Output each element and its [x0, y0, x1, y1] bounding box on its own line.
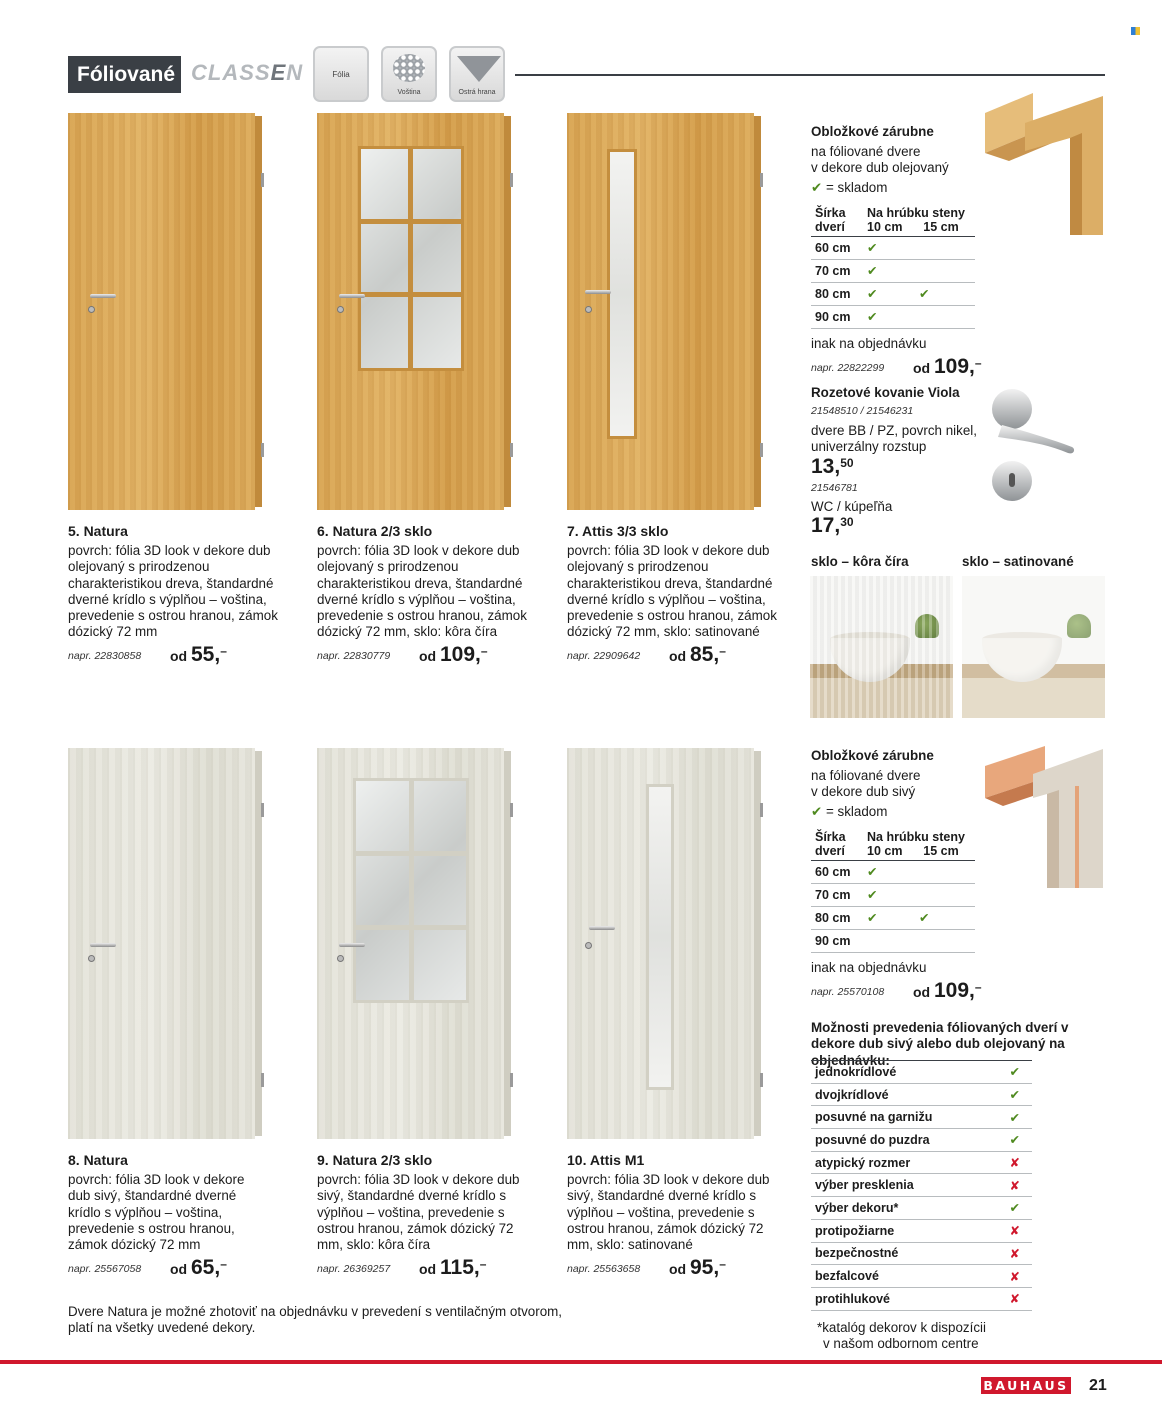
glass-label-satin: sklo – satinované	[962, 554, 1074, 569]
product-price: od 85,–	[669, 643, 726, 666]
door-handle-icon	[90, 943, 116, 947]
frame-code: napr. 25570108	[811, 986, 885, 998]
frame-other: inak na objednávku	[811, 336, 927, 351]
frame-line2: v dekore dub olejovaný	[811, 160, 949, 175]
door-image-5	[68, 113, 255, 510]
handle-price1: 13,50	[811, 455, 854, 478]
product-code: napr. 22830858	[68, 650, 142, 662]
table-row: 70 cm ✔	[811, 259, 975, 282]
oak-frame-image	[985, 93, 1107, 235]
frame-price: od 109,–	[913, 979, 982, 1002]
table-row: jednokrídlové ✔	[811, 1061, 1032, 1084]
handle-desc1: dvere BB / PZ, povrch nikel,	[811, 423, 977, 438]
handle-price2: 17,30	[811, 514, 854, 537]
table-row: protihlukové ✘	[811, 1287, 1032, 1310]
feature-honeycomb-badge: Voština	[381, 46, 437, 102]
honeycomb-icon	[393, 54, 425, 82]
product-code: napr. 25567058	[68, 1263, 142, 1275]
page-number: 21	[1089, 1377, 1107, 1394]
product-price: od 95,–	[669, 1256, 726, 1279]
door-image-6	[317, 113, 504, 510]
check-icon: ✔	[993, 1197, 1032, 1220]
door-handle-icon	[90, 294, 116, 298]
door-image-8	[68, 748, 255, 1139]
check-icon: ✔	[811, 180, 823, 195]
stock-legend: ✔ = skladom	[811, 804, 888, 819]
product-code: napr. 22909642	[567, 650, 641, 662]
frame-other: inak na objednávku	[811, 960, 927, 975]
table-row: bezpečnostné ✘	[811, 1242, 1032, 1265]
table-row: 60 cm ✔	[811, 236, 975, 259]
door-image-7	[567, 113, 754, 510]
frame-line1: na fóliované dvere	[811, 144, 921, 159]
category-tag: Fóliované	[68, 56, 181, 93]
product-title: 5. Natura	[68, 523, 128, 539]
door-image-9	[317, 748, 504, 1139]
check-icon: ✔	[993, 1106, 1032, 1129]
frame-price: od 109,–	[913, 355, 982, 378]
product-description: povrch: fólia 3D look v dekore dub olejovaný s prirodzenou charakteristikou dreva, štandardné dverné krídlo s výplňou – voština, prevedenie s ostrou hranou, zámok dózický 72 mm, sklo: satinované	[567, 543, 777, 640]
product-description: povrch: fólia 3D look v dekore dub sivý, štandardné dverné krídlo s výplňou – voština, prevedenie s ostrou hranou, zámok dózický 72 mm, sklo: kôra číra	[317, 1172, 520, 1253]
glass-sample-satin-image	[962, 576, 1105, 718]
check-icon: ✔	[993, 1061, 1032, 1084]
product-title: 10. Attis M1	[567, 1152, 645, 1168]
table-row: bezfalcové ✘	[811, 1265, 1032, 1288]
product-title: 9. Natura 2/3 sklo	[317, 1152, 433, 1168]
table-row: 90 cm ✔	[811, 305, 975, 328]
bauhaus-logo: BAUHAUS	[981, 1377, 1071, 1394]
frame-title: Obložkové zárubne	[811, 124, 934, 139]
frame-line2: v dekore dub sivý	[811, 784, 916, 799]
cross-icon: ✘	[993, 1174, 1032, 1197]
product-code: napr. 25563658	[567, 1263, 641, 1275]
feature-foil-badge	[313, 46, 369, 102]
frame-size-table: Šírka dverí Na hrúbku steny 10 cm 15 cm 60 cm ✔ 70 cm ✔ 80 cm ✔ ✔ 90 cm ✔	[811, 204, 975, 329]
product-code: napr. 22830779	[317, 650, 391, 662]
product-description: povrch: fólia 3D look v dekore dub olejovaný s prirodzenou charakteristikou dreva, štandardné dverné krídlo s výplňou – voština, prevedenie s ostrou hranou, zámok dózický 72 mm, sklo: kôra číra	[317, 543, 527, 640]
product-description: povrch: fólia 3D look v dekore dub sivý, štandardné dverné krídlo s výplňou – voština, prevedenie s ostrou hranou, zámok dózický 72 mm	[68, 1172, 245, 1253]
product-price: od 55,–	[170, 643, 227, 666]
foil-icon: Fólia	[332, 70, 350, 79]
header-rule	[515, 74, 1105, 76]
table-row: atypický rozmer ✘	[811, 1151, 1032, 1174]
frame-title: Obložkové zárubne	[811, 748, 934, 763]
door-handle-icon	[990, 385, 1080, 510]
ventilation-note-line1: Dvere Natura je možné zhotoviť na objednávku v prevedení s ventilačným otvorom,	[68, 1304, 563, 1319]
product-title: 6. Natura 2/3 sklo	[317, 523, 433, 539]
brand-logo: CLASSEN	[191, 60, 304, 85]
glass-label-clear: sklo – kôra číra	[811, 554, 909, 569]
table-row: 70 cm ✔	[811, 883, 975, 906]
table-row: 80 cm ✔ ✔	[811, 282, 975, 305]
table-row: posuvné na garnižu ✔	[811, 1106, 1032, 1129]
door-image-10	[567, 748, 754, 1139]
table-row: dvojkrídlové ✔	[811, 1083, 1032, 1106]
frame-code: napr. 22822299	[811, 362, 885, 374]
table-row: výber presklenia ✘	[811, 1174, 1032, 1197]
product-description: povrch: fólia 3D look v dekore dub sivý, štandardné dverné krídlo s výplňou – voština, prevedenie s ostrou hranou, zámok dózický 72 mm, sklo: satinované	[567, 1172, 770, 1253]
options-footnote1: *katalóg dekorov k dispozícii	[817, 1320, 986, 1335]
options-title: Možnosti prevedenia fóliovaných dverí v dekore dub sivý alebo dub olejovaný na objednávku:	[811, 1020, 1069, 1068]
table-row: protipožiarne ✘	[811, 1219, 1032, 1242]
handle-codes: 21548510 / 21546231	[811, 405, 914, 417]
check-icon: ✔	[993, 1129, 1032, 1152]
table-row: výber dekoru* ✔	[811, 1197, 1032, 1220]
frame-line1: na fóliované dvere	[811, 768, 921, 783]
product-price: od 115,–	[419, 1256, 487, 1279]
table-row: 60 cm ✔	[811, 860, 975, 883]
cross-icon: ✘	[993, 1219, 1032, 1242]
cross-icon: ✘	[993, 1242, 1032, 1265]
product-title: 8. Natura	[68, 1152, 128, 1168]
product-price: od 65,–	[170, 1256, 227, 1279]
sharp-edge-icon	[457, 56, 501, 82]
cross-icon: ✘	[993, 1265, 1032, 1288]
cross-icon: ✘	[993, 1287, 1032, 1310]
product-description: povrch: fólia 3D look v dekore dub olejovaný s prirodzenou charakteristikou dreva, štandardné dverné krídlo s výplňou – voština, prevedenie s ostrou hranou, zámok dózický 72 mm	[68, 543, 278, 640]
handle-code2: 21546781	[811, 482, 858, 494]
table-row: 90 cm	[811, 929, 975, 952]
cross-icon: ✘	[993, 1151, 1032, 1174]
ventilation-note-line2: platí na všetky uvedené dekory.	[68, 1320, 256, 1335]
product-price: od 109,–	[419, 643, 488, 666]
corner-mark-icon	[1131, 27, 1140, 35]
table-row: 80 cm ✔ ✔	[811, 906, 975, 929]
stock-legend: ✔ = skladom	[811, 180, 888, 195]
door-handle-icon	[339, 294, 365, 298]
product-code: napr. 26369257	[317, 1263, 391, 1275]
product-title: 7. Attis 3/3 sklo	[567, 523, 669, 539]
door-handle-icon	[585, 290, 611, 294]
handle-desc3: WC / kúpeľňa	[811, 499, 893, 514]
options-table	[811, 1060, 1032, 1311]
footer-rule	[0, 1360, 1162, 1364]
handle-desc2: univerzálny rozstup	[811, 439, 927, 454]
glass-sample-clear-image	[810, 576, 953, 718]
options-footnote2: v našom odbornom centre	[823, 1336, 979, 1351]
grey-frame-image	[985, 746, 1107, 888]
check-icon: ✔	[993, 1083, 1032, 1106]
door-handle-icon	[589, 926, 615, 930]
door-handle-icon	[339, 943, 365, 947]
feature-sharp-edge-badge: Ostrá hrana	[449, 46, 505, 102]
handle-title: Rozetové kovanie Viola	[811, 385, 960, 400]
frame-size-table: Šírka dverí Na hrúbku steny 10 cm 15 cm 60 cm ✔ 70 cm ✔ 80 cm ✔ ✔ 90 cm	[811, 828, 975, 953]
table-row: posuvné do puzdra ✔	[811, 1129, 1032, 1152]
check-icon: ✔	[811, 804, 823, 819]
